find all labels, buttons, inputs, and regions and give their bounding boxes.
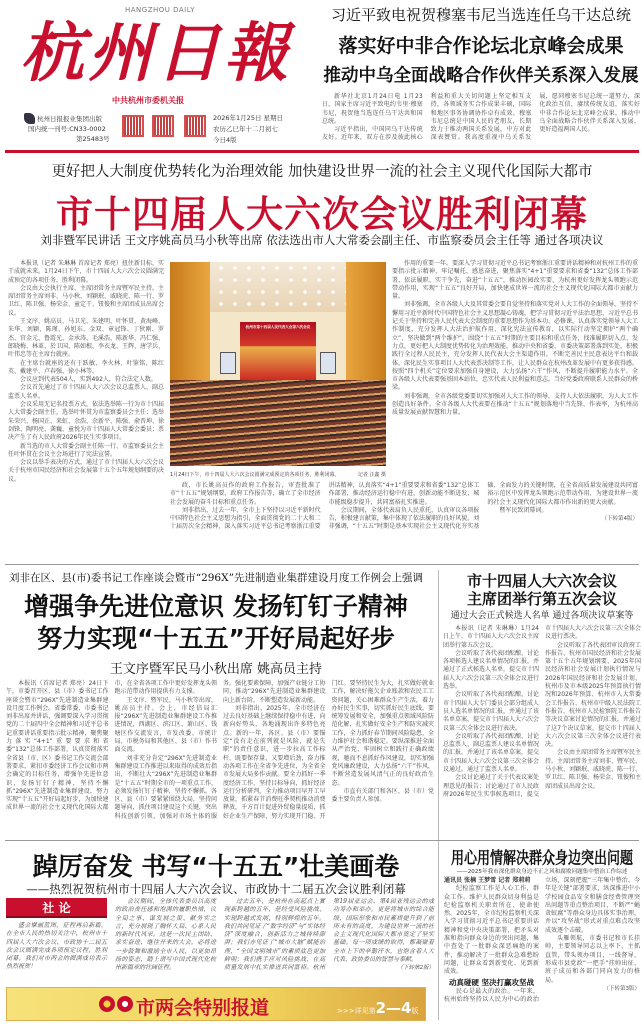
editorial-headline: 踔厉奋发 书写“十五五”壮美画卷 (32, 852, 400, 881)
photo-caption-row (170, 471, 386, 478)
second-body: 本报讯（首席记者 郑亮）24日下午，市委召开区、县（市）委书记工作座谈会暨市“296X”先进制造业集群建设月度工作例会。省委常委、市委书记刘非出席并讲话，强调要深入学习贯彻党的二十届四中全会精神和习近平总书记重要讲话重要指示批示精神，聚焦聚力落实“4+1”重要要求和省委“132”总体工作部署，认真贯彻落实全省县（市、区）委书记工作交流会部署要求，紧扣市委经济工作会议和市两会确定的目标任务，增强争先进位意识，发扬钉钉子精神，坚持不懈抓“296X”先进制造业集群建设，努力实现“十五五”开好局起好步，为加快建成世界一流的社会主义现代化国际大都市，在全省各项工作中更好发挥龙头领跑示范带动作用提供有力支撑。 王文序、暨军民、马小秋等出席，姚高员主持。会上，市经信局汇报“296X”先进制造业集群建设工作推进情况，西湖区、滨江区、萧山区、钱塘区作交流发言，市发改委、市统计局、市税务局和其他区、县（市）作书面交流。 刘非充分肯定“296X”先进制造业集群建设工作推进以来取得的成效后指出，不断壮大“296X”先进制造业集群是“十五五”时期全市的一项重点工作，必须发扬钉钉子精神，坚持不懈抓。各区、县（市）要紧紧围绕大局，坚持问题导向，抓住项目建设这个关键，突出科技创新引领，加强对市场主体的服务，强化要素保障，加强产业链分工协同，推动“296X”先进制造业集群建设向上新台阶，不断塑造发展新动能。 刘非指出，2025年，全市经济在过去良好基础上继续保持稳中有进，向新向好势头，各地涌现出许多特色亮点。新的一年，各区、县（市）要锚定“没有走在前列就是风险，就是失职”的责任意识，进一步拉高工作标杆，既要保存量，又要增后劲，奋力推动各项工作在全省争先进位，为全省全市发展大局多作贡献。要全力抓好一季度经济工作，坚持目标导向，抓好经济运行分析研判，全力推动项目早开工早放量，抓紧春节消费旺季契机推动消费释放，千方百计促进外贸稳量提质，抓好企业生产保障，努力实现开门稳、开门红。要坚持民生为大，扎实做好就业工作，解决好拖欠企业账款和农民工工资问题，关心困难群众生产生活，着力办好民生实事，切实抓好民生底线。要统筹发展和安全，加强重点领域风险防范化解，扎实做好安全生产和防灾减灾工作，全力抓好春节期间风险隐患，全力维护社会和谐稳定。要纵深推进全面从严治党，牢固树立和践行正确政绩观，驰而不息抓好作风建设，切实加强党风廉政建设，大力弘扬“六干”作风，不断营造发展风清气正的良好政治生态。 市直有关部门和各区、县（市）党委主要负责人参加。 (6, 680, 434, 820)
emblem-icon (99, 996, 115, 1012)
top-story-headline-1: 落实好中非合作论坛北京峰会成果 (338, 35, 624, 57)
date: 2026年1月25日 星期日 (213, 114, 284, 122)
photo-caption: 1月24日下午，市十四届人大六次会议圆满完成预定的各项任务，胜利闭幕。 (170, 472, 340, 478)
lead-headline: 市十四届人大六次会议胜利闭幕 (56, 193, 588, 236)
screen-right (320, 352, 336, 374)
section-divider-2 (5, 840, 639, 841)
column-divider (438, 570, 439, 1020)
section-divider (5, 564, 639, 565)
publisher-logo-icon (24, 113, 35, 124)
side-headline: 市十四届人大六次会议主席团举行第五次会议 (466, 572, 617, 608)
photo-credit: 记者 汪鑫 摄 (357, 472, 386, 478)
lead-photo[interactable] (170, 262, 386, 466)
stage-banner: 杭州市第十四届人民代表大会第六次会议 (245, 325, 311, 329)
editorial-subtitle: ——热烈祝贺杭州市十四届人大六次会议、市政协十二届五次会议胜利闭幕 (26, 882, 406, 896)
top-story-kicker: 习近平致电祝贺穆塞韦尼当选连任乌干达总统 (330, 6, 631, 24)
masthead-rule (5, 150, 639, 153)
stage (240, 322, 316, 382)
english-name: HANGZHOU DAILY (125, 6, 195, 14)
qr-code-1[interactable] (122, 115, 144, 137)
second-headline-1: 增强争先进位意识 发扬钉钉子精神 (24, 592, 408, 621)
seating (170, 380, 386, 466)
lead-subtitle: 更好把人大制度优势转化为治理效能 加快建设世界一流的社会主义现代化国际大都市 (51, 164, 593, 180)
cppcc-emblem-icon (117, 996, 133, 1012)
top-story-headline-2: 推动中乌全面战略合作伙伴关系深入发展 (323, 66, 639, 86)
special-report-banner[interactable] (6, 987, 426, 1021)
lead-continued: （下转第4版） (601, 516, 638, 523)
screen-left (220, 352, 236, 374)
top-story (320, 0, 642, 143)
masthead (0, 0, 315, 150)
editorial-label: 社 论 (6, 898, 107, 918)
side-body: 本报讯（记者 朱琳琳）1月24日上午，市十四届人大六次会议主席团举行第五次会议。 会议听取了各代表团酝酿、讨论各项候选人建议名单情况的汇报，并通过了正式候选人名单，提交市十四届人大六次会议第三次全体会议进行选举。 会议听取了各代表团酝酿、讨论市十四届人大专门委员会部分组成人员人选名单情况的汇报，并通过了该名单草案，提交市十四届人大六次会议第三次全体会议进行表决。 会议听取了各代表团酝酿、讨论总监票人、副总监票人建议名单情况的汇报，并通过了该名单草案，提交市十四届人大六次会议第三次全体会议通过。通过了监票人名单。 会议讨论通过了关于代表议案处理意见的报告；讨论通过了市人民政府2026年民生实事候选项目，提交市十四届人大六次会议第三次全体会议进行票决。 会议听取了各代表团审议政府工作报告、杭州市国民经济和社会发展第十五个五年规划纲要、2025年国民经济和社会发展计划执行情况与2026年国民经济和社会发展计划、杭州市及市本级2025年预算执行情况和2026年预算、杭州市人大常委会工作报告、杭州市中级人民法院工作报告、杭州市人民检察院工作报告等决议草案讨论情况的汇报，并通过了这7个决议草案，提交市十四届人大六次会议第三次全体会议进行表决。 会议由主席团常务主席暨军民主持。主席团常务主席刘非、暨军民、马小秋、刘颖珉、戚晓虎、陈一行、罗卫红、陈卫强、杨荣金、钮俊和主席团成员出席会议。 (443, 625, 642, 798)
side-story (443, 572, 641, 799)
lead-body-left: 本报讯（记者 朱琳琳 首席记者 郑亮）扭住新目标，实干成就未来。1月24日下午，市十四届人大六次会议圆满完成预定的各项任务，胜利闭幕。 会议由大会执行主席、主席团常务主席暨军民主持。主席团常务主席刘非、马小秋、刘颖珉、戚晓虎、陈一行、罗卫红、陈卫强、杨荣金、童定干、钮俊和主席团成员出席会议。 王文序、姚高员、马卫光、朱建明、叶怀贯、黄海峰、朱华、刘颖、陈瑾、孙旭东、金双、章冠锋、丁狄刚、罗杰、官金元、鲁霞光、金承涛、毛溪浩、陈新华、冯仁强、郎晓梅、林革、於卫国、陈如根、李衣龙、王辉、唐学兵、叶伟忠等在主席台就座。 在主席台就座的还有于跃敏、李火林、叶鉴铭、陈红英、戴建平、卢春强、徐小林等。 会议应到代表504人，实到492人，符合法定人数。 会议首先通过了市十四届人大六次会议总监票人、副总监票人名单。 会议采用无记名投票方式，依法选举陈一行为市十四届人大常委会副主任，选举叶怀贯为市监察委员会主任；选举朱荣兴、杨国正、来虹、余浩、余新平、陈强、俞晋坤、徐剑锋、陶明亮、龚巍、童悦为市十四届人大常委会委员；票决产生了有人民政府2026年民生实事项目。 新当选的市人大常委会副主任陈一行、市监察委员会主任叶怀贯在会议主会场进行了宪法宣誓。 会议以举手表决的方式，通过了市十四届人大六次会议关于杭州市国民经济和社会发展第十五个五年规划纲要的决议。 (8, 260, 165, 483)
issn: 国内统一刊号:CN33-0002 (28, 125, 106, 133)
issue-number: 第25483号 (76, 135, 110, 143)
ceiling (200, 262, 356, 312)
lead-body-mid: 政，市长姚高员作的政府工作报告，审查批准了市“十五五”规划纲要，政府工作报告等，确立了全市经济社会发展的奋斗目标和重点任务。 刘非指出，过去一年，全市上下坚持以习近平新时代中国特色社会主义思想为指引，全面贯彻党的二十大和二十届历次全会精神，深入落实习近平总书记考察浙江重要讲话精神，认真落实“4+1”重要要求和省委“132”总体工作部署，推动经济运行稳中有进，创新动能不断迸发，城市能级稳步提升，共同富裕扎实推进。 会议期间，全体代表肩负人民重托，认真审议各项报告，积极建言献策，集中体现了依法履职的良好风貌。刘非强调，“十五五”时期是基本实现社会主义现代化夯实基础、全面发力的关键时期，在全省高质量发展建设共同富裕示范区中发挥龙头领跑示范带动作用，为建设世界一流的社会主义现代化国际大都市作出新的更大贡献。 暨军民致闭幕词。 （下转第4版） (170, 482, 638, 531)
lunar-date: 农历乙巳年十二月初七 (213, 125, 278, 133)
feature-headline: 用心用情解决群众身边突出问题 (450, 849, 633, 869)
second-headline-2: 努力实现“十五五”开好局起好步 (37, 624, 395, 653)
editorial-continued: （下转第2版） (397, 965, 434, 972)
lead-deck: 刘非暨军民讲话 王文序姚高员马小秋等出席 依法选出市人大常委会副主任、市监察委员会主任等 通过各项决议 (40, 233, 604, 247)
feature-body: 通讯员 张楠 王梦雪 记者 郑莉莉 纪检监察工作是人心工作，群众工作。维护人民群众切身利益是纪检监察机关职责所在、使命使然。2025年，全市纪检监察机关深入学习贯彻习近平总书记重要讲话精神和党中央决策部署，把矛头对准和指向群众身边的突出问题，集中查处了一批群众深恶痛绝的案件，推动解决了一批群众急难愁盼问题，让群众看到新变化、见到新成效。 动真碰硬 坚决打赢攻坚战 民心是最大的政治。一年来，杭州始终坚持以人民为中心的政治立场，深刻把握“三年集中整治、今年是关键”部署要求，纵深推进中小学校园食品安全和膳食经费管理突出问题等重点整治项目，不断严“蝇贪蚁腐”等群众身边具体实事治理，并以“攻坚战”形式对重点难点攻坚成效逐个击破。 头雁领航，市委书记和市长挂帅，主要领导同志以上率下，主抓直管，带头领办项目，一线督导，形成市县党政“一把手”挂帅出征、班子成员和各部门同向发力的格局。 （下转第3版） (444, 877, 640, 1003)
qr-code-3[interactable] (184, 115, 206, 137)
qr-code-2[interactable] (152, 115, 174, 137)
second-kicker: 刘非在区、县(市)委书记工作座谈会暨市“296X”先进制造业集群建设月度工作例会上强调 (9, 572, 423, 584)
page-count: 今日4版 (213, 136, 237, 144)
feature-byline: 通讯员 张楠 王梦雪 记者 郑莉莉 (444, 877, 531, 884)
publisher: 杭州日报报业集团出版 (37, 115, 102, 123)
editorial-body: 社 论 盛会擘画蓝图，征程再启新篇。在全市人民的热切关注中，杭州市十四届人大六次会议、市政协十二届五次会议圆满完成各项预定议程，胜利闭幕。我们对市两会的圆满成功表示热烈祝贺！ 会议期间，全体代表委员以高度的政治责任感和饱满的履职热情，议全局之事、谋发展之策、献务实之言，充分展现了胸怀大局、心系人民的新时代风采。这是一次民主团结、求实奋进、继往开来的大会，必将进一步鼓舞和激励全市人民，以更加昂扬的姿态，踏上谱写中国式现代化杭州新篇章的壮阔征程。 过去五年，是杭州在高起点上實现新跨越的五年，是经受风险挑战、实现跨越式发展、特别辉煌的五年。我们共同见证了“数字经济”与“实体经济”深度融合，创新活力之城持续澎湃；我们亦见证了“城市大脑”赋能治理，“全国文明城市”的素质底色更加鲜明；我们携手应对风险挑战，在高质量发展中扎实推进共同富裕。杭州第19届亚运会、第4届亚残运会的成功筹办和举办，更是将城市的综合能级、国际形象和市民素质提升到了前所未有的高度，为建设世界一流的社会主义现代化国际大都市奠定了坚实基础。每一项成绩的取得，都凝聚着全市上下的辛勤汗水，也饱含着人大代表、政协委员的智慧与奉献。 （下转第2版） (6, 898, 434, 972)
top-story-body: 新华社北京1月24日电 1月23日，国家主席习近平致电约韦里·穆塞韦尼，祝贺他当选连任乌干达共和国总统。 习近平指出，中国同乌干达传统友好。近年来，双方在涉及彼此核心利益和重大关切问题上坚定相互支持，各领域务实合作成果丰硕，国际和地区事务协调协作卓有成效。穆塞韦尼总统是中国人民的老朋友，长期致力于推动两国关系发展，中方对此深表赞赏。我高度重视中乌关系发展，愿同穆塞韦尼总统一道努力，深化政治互信，赓续传统友谊，落实好中非合作论坛北京峰会成果，推动中乌全面战略合作伙伴关系深入发展，更好造福两国人民。 (322, 93, 640, 142)
lead-body-right: 作用的重要一年。要深入学习贯彻习近平总书记考察浙江重要讲话精神和对杭州工作的重要指示批示精神，牢记嘱托、感恩奋进，聚焦落实“4+1”重要要求和省委“132”总体工作部署，依法履职、实干争先，奋进“十五五”，推动医园改实要，为杭州更好发挥龙头领跑示范带动作用，实现“十五五”良好开局，加快建成世界一流的社会主义现代化国际大都市贡献力量。 刘非强调，全市各级人大及其常委会要自觉坚持和落实党对人大工作的全面领导，坚持不懈用习近平新时代中国特色社会主义思想凝心铸魂，把学习贯彻习近平法治思想、习近平总书记关于坚持和完善人民代表大会制度的重要思想作为基本功、必修课，认真落实党领导人大工作制度，充分发挥人大法治护航作用，深化宪法宣传教育，以实际行动坚定拥护“两个确立”、坚决做到“两个维护”。围绕“十五五”时期的主要目标和重点任务，找准履职切入点、发力点，更好把人大制度优势转化为治理效能，推动中央和省委、市委决策部署落到实处。积极践行全过程人民民主，充分发挥人民代表大会主渠道作用，不断完善民主民意表达平台和载体，深化民生实事项目人大代表票决制等工作，让人民群众在杭州改革发展中有更多获得感。按照“四个机关”定位要求加强自身建设，大力弘扬“六干”作风，不断提升履职能力水平。全市各级人大代表要强基固本站位，忠实代表人民利益和意志，当好党委政府联系人民群众的桥梁。 刘非强调，全市各级党委要切实加强对人大工作的领导，支持人大依法履职，为人大工作创造良好条件。全市各级人大代表要在推动“十五五”规划落地中当先锋、作表率，为杭州高质量发展贡献智慧和力量。 (392, 260, 639, 417)
feature-subhead: 动真碰硬 坚决打赢攻坚战 (448, 977, 535, 987)
organ-label: 中共杭州市委机关报 (112, 96, 184, 105)
second-deck: 王文序暨军民马小秋出席 姚高员主持 (109, 662, 323, 677)
side-deck: 通过大会正式候选人名单 通过各项决议草案等 (450, 611, 634, 621)
feature-subtitle: ——2025年我市深化群众身边不正之风和腐败问题集中整治工作综述 (456, 869, 628, 875)
masthead-logo-title: 杭州日報 (20, 16, 292, 91)
banner-label: 市两会特别报道 (136, 997, 270, 1019)
feature-continued: （下转第3版） (603, 985, 640, 992)
banner-see-pages: >>>详见第2—4版 (337, 999, 419, 1017)
